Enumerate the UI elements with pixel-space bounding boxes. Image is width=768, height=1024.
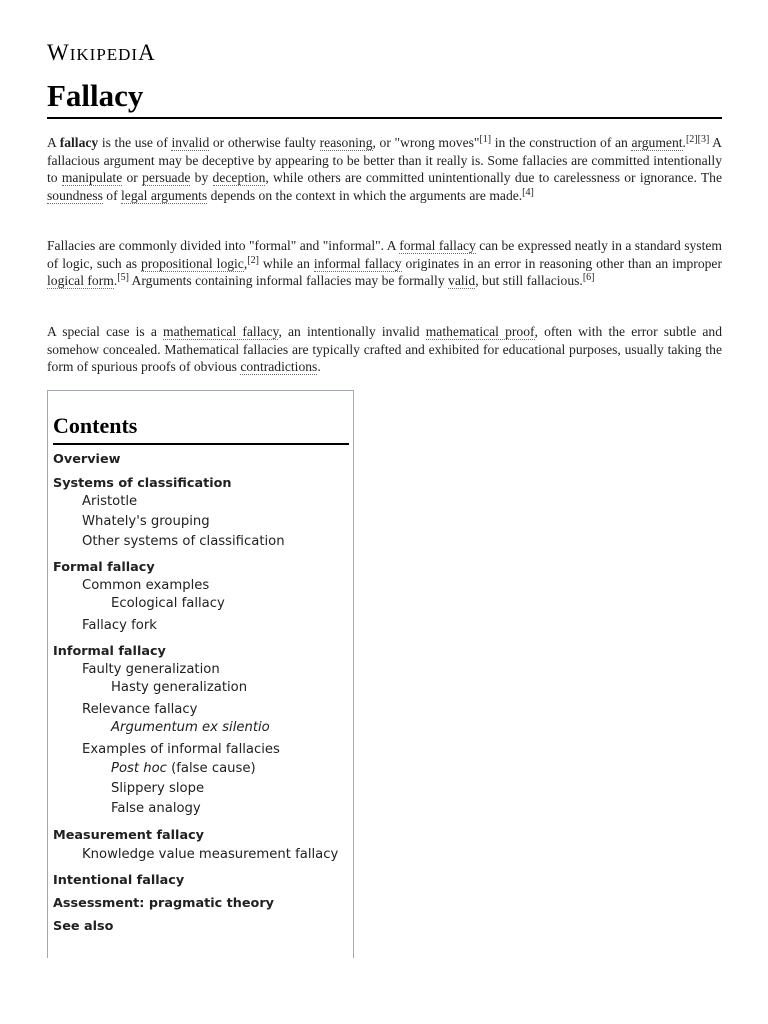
citation-6[interactable]: [6]: [582, 272, 595, 284]
intro-paragraph-1: A fallacy is the use of invalid or otherwise faulty reasoning, or "wrong moves"[1] in the construction of an argument.[2][3] A fallacious argument may be deceptive by appearing to be better than it really is. Some fallacies are committed intentionally to manipulate or persuade by deception, while others are committed unintentionally due to carelessness or ignorance. The soundness of legal arguments depends on the context in which the arguments are made.[4]: [47, 134, 722, 203]
link-reasoning[interactable]: reasoning: [319, 135, 373, 150]
intro-paragraph-3: A special case is a mathematical fallacy, an intentionally invalid mathematical proof, often with the error subtle and somehow concealed. Mathematical fallacies are typically crafted and exhibited for educational purposes, usually taking the form of spurious proofs of obvious contradictions.: [47, 324, 723, 375]
link-contradictions[interactable]: contradictions: [240, 359, 318, 375]
term-fallacy: fallacy: [59, 135, 99, 150]
toc-item-see-also[interactable]: See also: [53, 919, 114, 934]
intro-paragraph-2: Fallacies are commonly divided into "formal" and "informal". A formal fallacy can be expressed neatly in a standard system of logic, such as propositional logic,[2] while an informal fallacy originates in an error in reasoning other than an improper logical form.[5] Arguments containing informal fallacies may be formally valid, but still fallacious.[6]: [47, 238, 722, 289]
citation-4[interactable]: [4]: [522, 186, 534, 198]
toc-item-faulty-generalization[interactable]: Faulty generalization: [82, 662, 220, 677]
toc-item-common-examples[interactable]: Common examples: [82, 578, 210, 593]
toc-item-aristotle[interactable]: Aristotle: [82, 494, 138, 509]
toc-item-intentional-fallacy[interactable]: Intentional fallacy: [53, 873, 185, 888]
link-persuade[interactable]: persuade: [142, 170, 191, 186]
page-title: Fallacy: [47, 78, 144, 113]
table-of-contents: [47, 390, 354, 958]
toc-item-argumentum-ex-silentio[interactable]: Argumentum ex silentio: [111, 720, 270, 735]
citation-1[interactable]: [1]: [479, 134, 492, 145]
toc-item-hasty-generalization[interactable]: Hasty generalization: [111, 680, 248, 695]
link-propositional-logic[interactable]: propositional logic: [140, 255, 244, 271]
citation-5[interactable]: [5]: [117, 272, 129, 284]
citation-2b[interactable]: [2]: [247, 254, 259, 266]
toc-item-informal-fallacy[interactable]: Informal fallacy: [53, 644, 166, 659]
toc-item-false-analogy[interactable]: False analogy: [111, 801, 201, 816]
toc-item-ecological-fallacy[interactable]: Ecological fallacy: [111, 596, 225, 611]
link-legal-arguments[interactable]: legal arguments: [121, 187, 208, 203]
toc-item-assessment-pragmatic-theory[interactable]: Assessment: pragmatic theory: [53, 896, 274, 911]
toc-item-post-hoc[interactable]: Post hoc (false cause): [111, 761, 256, 776]
link-logical-form[interactable]: logical form: [47, 273, 114, 289]
toc-item-relevance-fallacy[interactable]: Relevance fallacy: [82, 702, 198, 717]
link-informal-fallacy[interactable]: informal fallacy: [313, 255, 402, 271]
link-valid[interactable]: valid: [448, 273, 476, 289]
toc-item-slippery-slope[interactable]: Slippery slope: [111, 781, 205, 796]
toc-item-examples-of-informal-fallacies[interactable]: Examples of informal fallacies: [82, 742, 280, 757]
title-divider: [47, 117, 722, 119]
link-manipulate[interactable]: manipulate: [61, 170, 123, 186]
toc-item-other-systems[interactable]: Other systems of classification: [82, 534, 285, 549]
toc-divider: [53, 443, 349, 445]
toc-item-formal-fallacy[interactable]: Formal fallacy: [53, 560, 155, 575]
toc-item-fallacy-fork[interactable]: Fallacy fork: [82, 618, 157, 633]
link-mathematical-proof[interactable]: mathematical proof: [425, 324, 535, 339]
wikipedia-logo[interactable]: WIKIPEDIA: [47, 40, 156, 65]
link-invalid[interactable]: invalid: [171, 135, 210, 150]
toc-item-overview[interactable]: Overview: [53, 452, 121, 467]
toc-title: Contents: [53, 413, 138, 438]
toc-item-systems-of-classification[interactable]: Systems of classification: [53, 476, 232, 491]
toc-item-measurement-fallacy[interactable]: Measurement fallacy: [53, 828, 205, 843]
citation-2[interactable]: [2]: [685, 134, 698, 145]
link-deception[interactable]: deception: [212, 170, 266, 186]
toc-item-whatelys-grouping[interactable]: Whately's grouping: [82, 514, 210, 529]
link-mathematical-fallacy[interactable]: mathematical fallacy: [163, 324, 279, 339]
link-formal-fallacy[interactable]: formal fallacy: [399, 238, 476, 253]
link-soundness[interactable]: soundness: [47, 187, 103, 203]
toc-item-knowledge-value-measurement-fallacy[interactable]: Knowledge value measurement fallacy: [82, 847, 339, 862]
citation-3[interactable]: [3]: [697, 134, 710, 145]
link-argument[interactable]: argument: [631, 135, 683, 150]
